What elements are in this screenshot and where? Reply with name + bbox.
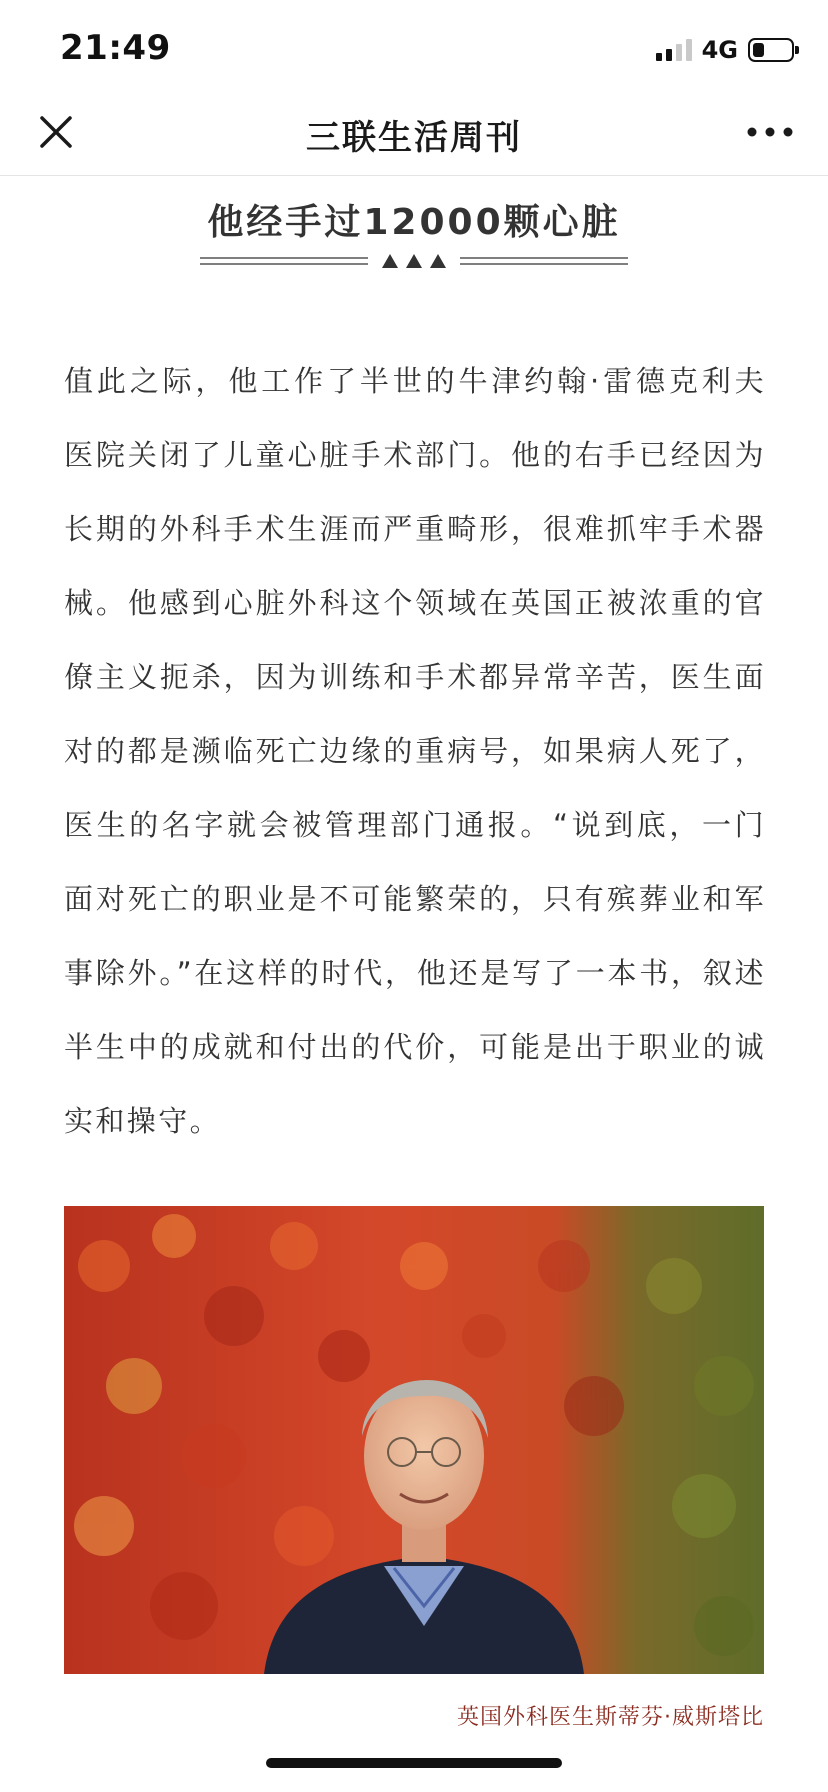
status-indicators [656,36,794,64]
nav-title: 三联生活周刊 [306,118,522,158]
nav-bar [0,100,828,176]
article-title: 他经手过12000颗心脏 [207,202,621,243]
image-caption: 英国外科医生斯蒂芬·威斯塔比 [457,1705,764,1730]
article-body: 值此之际，他工作了半世的牛津约翰·雷德克利夫医院关闭了儿童心脏手术部门。他的右手已经因为长期的外科手术生涯而严重畸形，很难抓牢手术器械。他感到心脏外科这个领域在英国正被浓重的官僚主义扼杀，因为训练和手术都异常辛苦，医生面对的都是濒临死亡边缘的重病号，如果病人死了，医生的名字就会被管理部门通报。“说到底，一门面对死亡的职业是不可能繁荣的，只有殡葬业和军事除外。”在这样的时代，他还是写了一本书，叙述半生中的成就和付出的代价，可能是出于职业的诚实和操守。 [64,364,766,1138]
status-time: 21:49 [60,28,171,68]
article-photo[interactable] [64,1206,764,1674]
battery-level [753,43,764,57]
battery-icon [748,38,794,62]
status-bar [0,0,828,100]
more-dots-icon[interactable] [746,120,794,144]
title-ornament [200,250,628,274]
signal-icon [656,39,692,61]
home-indicator[interactable] [266,1758,562,1768]
network-label: 4G [701,36,738,64]
